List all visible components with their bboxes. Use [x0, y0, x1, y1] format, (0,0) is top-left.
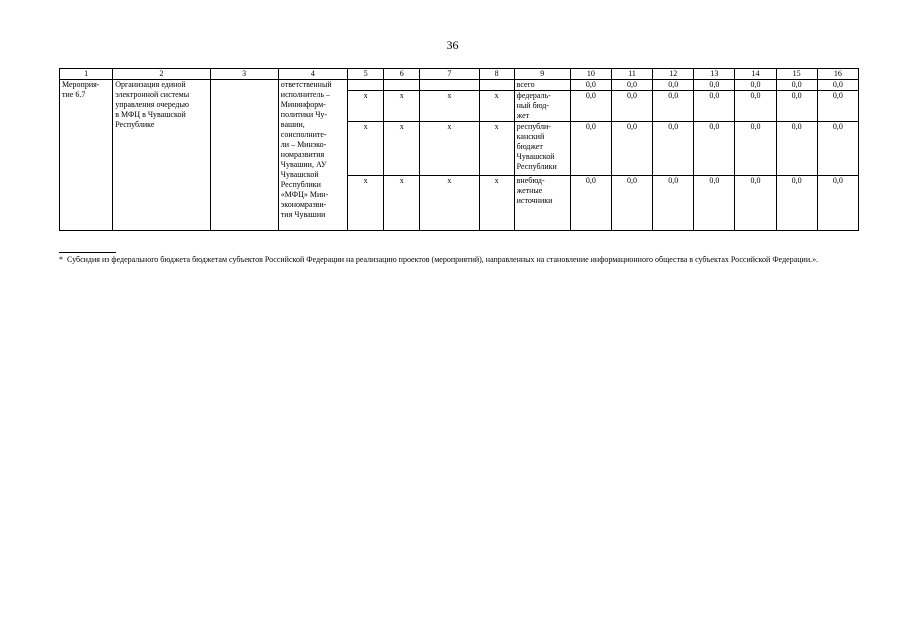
x-cell: x: [479, 176, 514, 231]
event-number-cell: Мероприя- тие 6.7: [60, 80, 113, 231]
header-cell: 1: [60, 69, 113, 80]
value-cell: 0,0: [570, 122, 611, 176]
footnote-mark: *: [59, 255, 63, 264]
x-cell: x: [348, 91, 384, 122]
value-cell: 0,0: [776, 80, 817, 91]
header-cell: 15: [776, 69, 817, 80]
table-header-row: [60, 69, 859, 80]
x-cell: [420, 80, 479, 91]
value-cell: 0,0: [653, 91, 694, 122]
x-cell: [479, 80, 514, 91]
x-cell: x: [348, 122, 384, 176]
value-cell: 0,0: [694, 176, 735, 231]
x-cell: x: [384, 176, 420, 231]
x-cell: [348, 80, 384, 91]
value-cell: 0,0: [611, 91, 652, 122]
value-cell: 0,0: [611, 176, 652, 231]
header-cell: 6: [384, 69, 420, 80]
header-cell: 7: [420, 69, 479, 80]
value-cell: 0,0: [735, 91, 776, 122]
value-cell: 0,0: [653, 176, 694, 231]
header-cell: 12: [653, 69, 694, 80]
value-cell: 0,0: [817, 80, 858, 91]
value-cell: 0,0: [776, 91, 817, 122]
header-cell: 11: [611, 69, 652, 80]
value-cell: 0,0: [653, 80, 694, 91]
header-cell: 13: [694, 69, 735, 80]
source-cell: республи- канский бюджет Чувашской Республики: [514, 122, 570, 176]
x-cell: [384, 80, 420, 91]
value-cell: 0,0: [570, 91, 611, 122]
source-cell: федераль- ный бюд- жет: [514, 91, 570, 122]
x-cell: x: [479, 91, 514, 122]
value-cell: 0,0: [570, 80, 611, 91]
value-cell: 0,0: [570, 176, 611, 231]
value-cell: 0,0: [817, 176, 858, 231]
value-cell: 0,0: [694, 80, 735, 91]
x-cell: x: [420, 122, 479, 176]
x-cell: x: [384, 91, 420, 122]
header-cell: 9: [514, 69, 570, 80]
x-cell: x: [384, 122, 420, 176]
header-cell: 8: [479, 69, 514, 80]
header-cell: 2: [113, 69, 210, 80]
value-cell: 0,0: [776, 176, 817, 231]
source-cell: внебюд- жетные источники: [514, 176, 570, 231]
program-table: [59, 68, 859, 231]
value-cell: 0,0: [817, 91, 858, 122]
empty-cell: [210, 80, 278, 231]
footnote-text: Субсидия из федерального бюджета бюджетам субъектов Российской Федерации на реализацию проектов (мероприятий), направленных на становление информационного общества в субъектах Российской Федерации.».: [67, 255, 819, 264]
value-cell: 0,0: [611, 80, 652, 91]
value-cell: 0,0: [735, 122, 776, 176]
x-cell: x: [420, 91, 479, 122]
x-cell: x: [479, 122, 514, 176]
header-cell: 10: [570, 69, 611, 80]
event-name-cell: Организация единой электронной системы управления очередью в МФЦ в Чувашской Республике: [113, 80, 210, 231]
value-cell: 0,0: [735, 176, 776, 231]
table-row: [60, 80, 859, 91]
value-cell: 0,0: [694, 122, 735, 176]
executor-cell: ответственный исполнитель – Мининформ- политики Чу- вашии, соисполните- ли – Минэко- номразвития Чувашии, АУ Чувашской Республики «МФЦ» Мин- экономразви- тия Чувашии: [278, 80, 347, 231]
footnote-divider: [59, 252, 116, 253]
value-cell: 0,0: [611, 122, 652, 176]
page-number: 36: [446, 38, 459, 52]
header-cell: 5: [348, 69, 384, 80]
value-cell: 0,0: [817, 122, 858, 176]
value-cell: 0,0: [694, 91, 735, 122]
x-cell: x: [420, 176, 479, 231]
x-cell: x: [348, 176, 384, 231]
value-cell: 0,0: [735, 80, 776, 91]
source-cell: всего: [514, 80, 570, 91]
header-cell: 4: [278, 69, 347, 80]
value-cell: 0,0: [653, 122, 694, 176]
header-cell: 3: [210, 69, 278, 80]
value-cell: 0,0: [776, 122, 817, 176]
header-cell: 14: [735, 69, 776, 80]
footnote: [59, 255, 859, 265]
header-cell: 16: [817, 69, 858, 80]
